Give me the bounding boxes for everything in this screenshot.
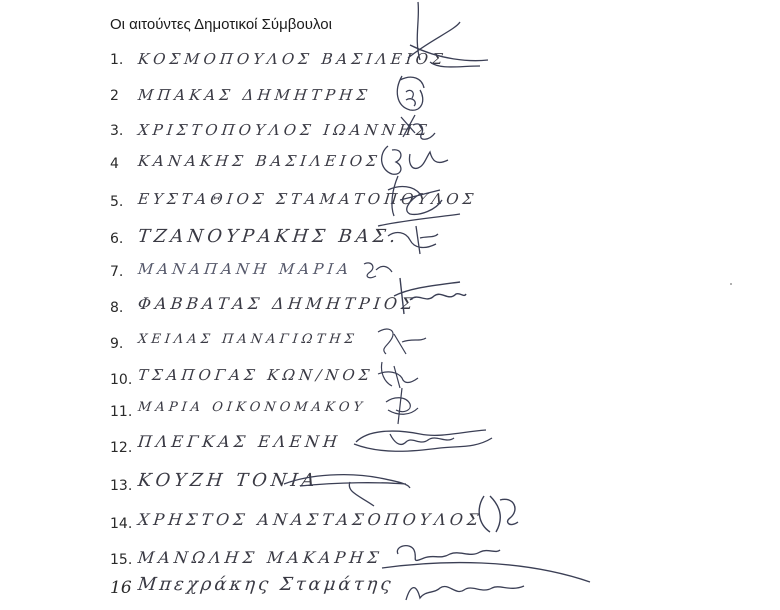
- list-item: [0, 292, 780, 326]
- list-item: [0, 84, 780, 118]
- entry-name: ΜΑΡΙΑ ΟΙΚΟΝΟΜΑΚΟΥ: [137, 400, 367, 415]
- entry-number: 5.: [110, 194, 124, 210]
- entry-name: Μπεχράκης Σταμάτης: [136, 574, 395, 595]
- list-item: [0, 430, 780, 464]
- entry-number: 1.: [110, 52, 124, 68]
- signature-mark: [376, 212, 466, 256]
- entry-number: 11.: [110, 404, 133, 420]
- entry-number: 12.: [110, 440, 133, 456]
- entry-name: ΜΑΝΑΠΑΝΗ ΜΑΡΙΑ: [137, 260, 354, 278]
- signature-mark: [400, 0, 500, 80]
- signature-mark: [400, 576, 540, 610]
- entry-number: 7.: [110, 264, 124, 280]
- list-item: [0, 508, 780, 542]
- entry-name: ΜΠΑΚΑΣ ΔΗΜΗΤΡΗΣ: [137, 86, 372, 104]
- entry-number: 4: [110, 156, 119, 172]
- signature-mark: [470, 492, 530, 540]
- entry-name: ΜΑΝΩΛΗΣ ΜΑΚΑΡΗΣ: [137, 548, 384, 567]
- entry-name: ΠΛΕΓΚΑΣ ΕΛΕΝΗ: [137, 432, 343, 451]
- entry-name: ΤΖΑΝΟΥΡΑΚΗΣ ΒΑΣ.: [136, 226, 401, 247]
- entry-number: 9.: [110, 336, 124, 352]
- list-item: [0, 468, 780, 502]
- list-item: [0, 48, 780, 82]
- signature-mark: [350, 424, 500, 460]
- entry-name: ΤΣΑΠΟΓΑΣ ΚΩΝ/ΝΟΣ: [137, 366, 375, 384]
- entry-number: 13.: [110, 478, 133, 494]
- entry-name: ΧΡΙΣΤΟΠΟΥΛΟΣ ΙΩΑΝΝΗΣ: [137, 121, 432, 139]
- signature-mark: [378, 386, 428, 426]
- signature-mark: [390, 274, 470, 318]
- entry-number: 8.: [110, 300, 124, 316]
- entry-number: 10.: [110, 372, 133, 388]
- entry-name: ΧΡΗΣΤΟΣ ΑΝΑΣΤΑΣΟΠΟΥΛΟΣ: [137, 510, 484, 529]
- document-title: Οι αιτούντες Δημοτικοί Σύμβουλοι: [110, 16, 332, 33]
- entry-name: ΕΥΣΤΑΘΙΟΣ ΣΤΑΜΑΤΟΠΟΥΛΟΣ: [137, 190, 479, 208]
- entry-number: 3.: [110, 123, 124, 139]
- entry-number: 15.: [110, 552, 133, 568]
- entry-number: 6.: [110, 231, 124, 247]
- stray-mark: [730, 283, 732, 285]
- entry-number: 2: [110, 88, 119, 104]
- entry-name: ΦΑΒΒΑΤΑΣ ΔΗΜΗΤΡΙΟΣ: [137, 294, 418, 313]
- list-item: [0, 574, 780, 608]
- entry-name: ΚΟΣΜΟΠΟΥΛΟΣ ΒΑΣΙΛΕΙΟΣ: [137, 50, 448, 68]
- entry-number: 16: [110, 578, 132, 598]
- entry-name: ΧΕΙΛΑΣ ΠΑΝΑΓΙΩΤΗΣ: [137, 332, 359, 347]
- entry-number: 14.: [110, 516, 133, 532]
- entry-name: ΚΑΝΑΚΗΣ ΒΑΣΙΛΕΙΟΣ: [137, 152, 382, 170]
- entry-name: ΚΟΥΖΗ ΤΟΝΙΑ: [136, 470, 320, 491]
